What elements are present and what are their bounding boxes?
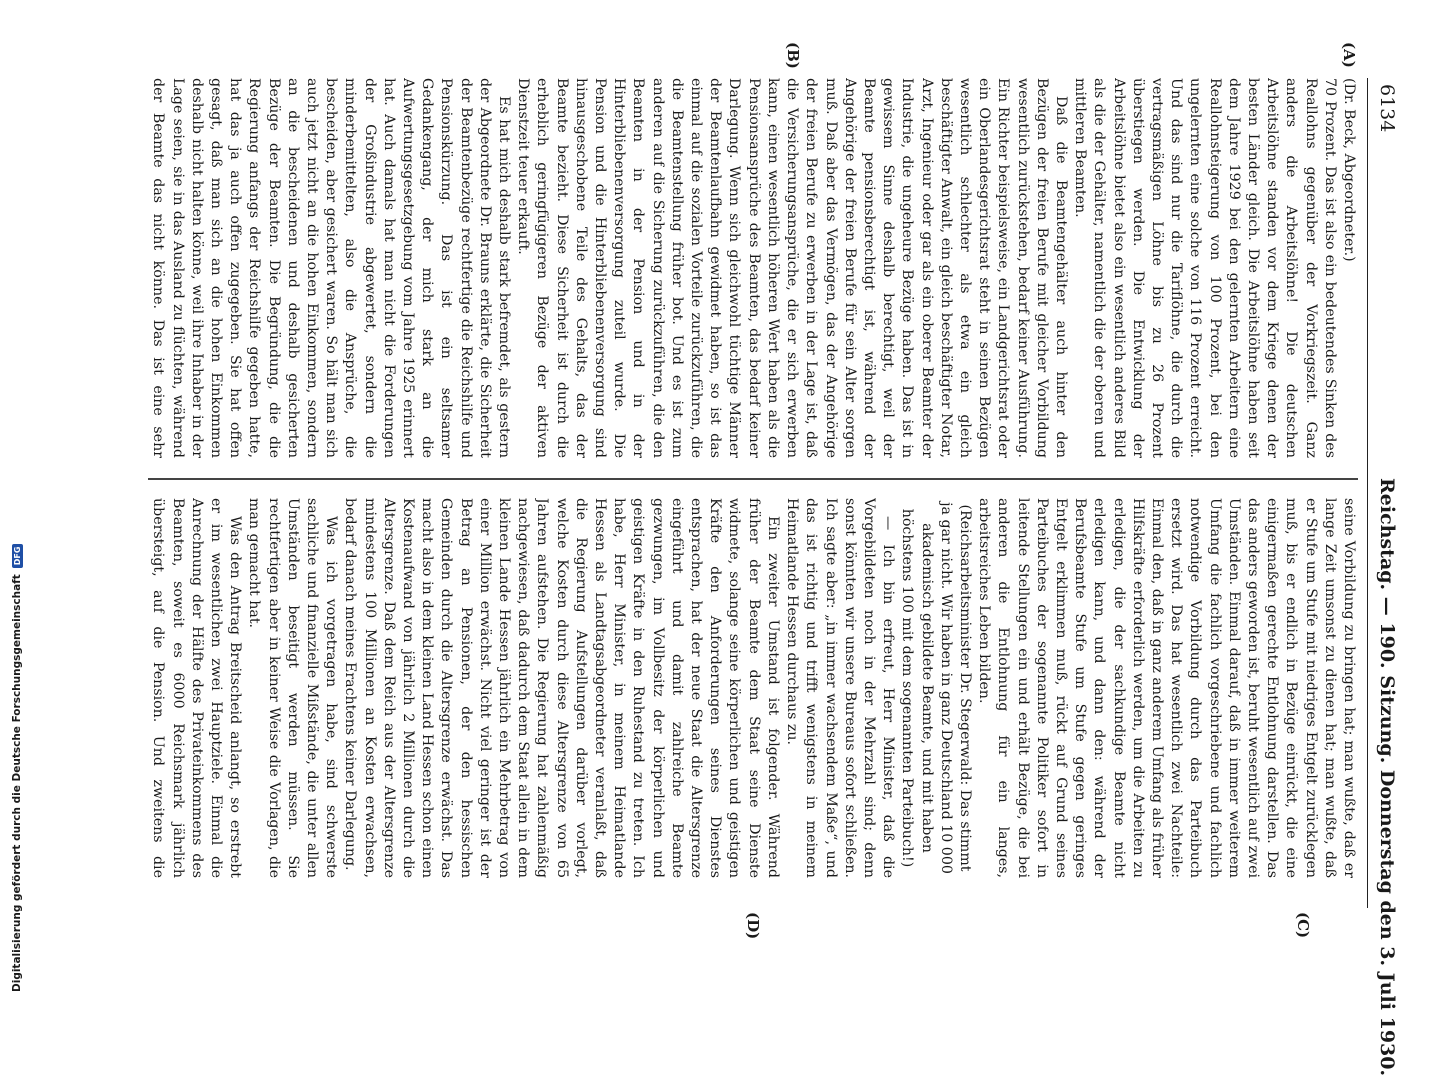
right-paragraph-6: Was den Antrag Breitscheid anlangt, so erstrebt er im wesentlichen zwei Hauptziele. Einmal die Anrechnung der Hälfte des Privateinkommens des Beamten, soweit es 6000 Reichsmark jährlich übersteigt, auf die Pension. Und zweitens die (150, 498, 244, 878)
left-paragraph-3: Es hat mich deshalb stark befremdet, als gestern der Abgeordnete Dr. Brauns erklärte, die Sicherheit der Beamtenbezüge rechtfertige die Reichshilfe und Pensionskürzung. Das ist ein seltsamer Gedankengang, der mich stark an die Aufwertungsgesetzgebung vom Jahre 1925 erinnert hat. Auch damals hat man nicht die Forderungen der Großindustrie abgewertet, sondern die minderbemittelten, also die Ansprüche, die bescheiden, aber gesichert waren. So hält man sich auch jetzt nicht an die hohen Einkommen, sondern an die bescheidenen und deshalb gesicherten Bezüge der Beamten. Die Begründung, die die Regierung anfangs der Reichshilfe gegeben hatte, hat das ja auch offen zugegeben. Sie hat offen gesagt, daß man sich an die hohen Einkommen deshalb nicht halten könne, weil ihre Inhaber in der Lage seien, sie in das Ausland zu flüchten, während der Beamte das nicht könne. Das ist eine sehr (150, 78, 513, 458)
dfg-logo: DFG (12, 544, 23, 569)
margin-marker-d: (D) (744, 912, 762, 940)
left-paragraph-2: Daß die Beamtengehälter auch hinter den Bezügen der freien Berufe mit gleicher Vorbildung wesentlich zurückstehen, bedarf keiner Ausführung. Ein Richter beispielsweise, ein Landgerichtsrat oder ein Oberlandesgerichtsrat steht in seinen Bezügen wesentlich schlechter als etwa ein gleich beschäftigter Anwalt, ein gleich beschäftigter Notar, Arzt, Ingenieur oder gar als ein oberer Beamter der Industrie, die ungeheure Bezüge haben. Das ist in gewissem Sinne deshalb berechtigt, weil der Beamte pensionsberechtigt ist, während der Angehörige der freien Berufe für sein Alter sorgen muß. Daß aber das Vermögen, das der Angehörige der freien Berufe zu erwerben in der Lage ist, daß die Versicherungsansprüche, die er sich erwerben kann, einen wesentlich höheren Wert haben als die Pensionsansprüche des Beamten, das bedarf keiner Darlegung. Wenn sich gleichwohl tüchtige Männer der Beamtenlaufbahn gewidmet haben, so ist das einmal auf die sozialen Vorteile zurückzuführen, die die Beamtenstellung früher bot. Und es ist zum anderen auf die Sicherung zurückzuführen, die den Beamten in der Pension und in der Hinterbliebenenversorgung zuteil wurde. Die Pension und die Hinterbliebenenversorgung sind hinausgeschobene Teile des Gehalts, das der Beamte bezieht. Diese Sicherheit ist durch die erheblich geringfügigeren Bezüge der aktiven Dienstzeit teuer erkauft. (515, 78, 1069, 458)
scanned-page (122, 42, 1402, 1076)
credit-text: Digitalisierung gefördert durch die Deutsche Forschungsgemeinschaft (11, 574, 23, 992)
right-paragraph-5: Was ich vorgetragen habe, sind schwerste sachliche und finanzielle Mißstände, die unter allen Umständen beseitigt werden müssen. Sie rechtfertigen aber in keiner Weise die Vorlagen, die man gemacht hat. (246, 498, 340, 878)
left-paragraph-1: 70 Prozent. Das ist also ein bedeutendes Sinken des Reallohns gegenüber der Vorkriegszeit. Ganz anders die Arbeitslöhne! Die deutschen Arbeitslöhne standen vor dem Kriege denen der besten Länder gleich. Die Arbeitslöhne haben seit dem Jahre 1929 bei den gelernten Arbeitern eine Reallohnsteigerung von 100 Prozent, bei den ungelernten eine solche von 116 Prozent erreicht. Und das sind nur die Tariflöhne, die durch die vertragsmäßigen Löhne bis zu 26 Prozent überstiegen werden. Die Entwicklung der Arbeitslöhne bietet also ein wesentlich anderes Bild als die der Gehälter, namentlich die der oberen und mittleren Beamten. (1072, 78, 1338, 458)
margin-marker-c: (C) (1294, 912, 1312, 939)
right-column (148, 498, 1358, 878)
margin-marker-b: (B) (784, 42, 802, 69)
margin-marker-a: (A) (1340, 42, 1358, 68)
page-header (1367, 78, 1402, 1076)
right-paragraph-1: seine Vorbildung zu bringen hat; man wußte, daß er lange Zeit umsonst zu dienen hat; man wußte, daß er Stufe um Stufe mit niedriges Entgelt zurücklegen muß, bis er endlich in Bezüge einrückt, die eine einigermaßen gerechte Entlohnung darstellen. Das das anders geworden ist, beruht wesentlich auf zwei Umständen. Einmal darauf, daß in immer weiterem Umfang die fachlich vorgeschriebene und fachlich notwendige Vorbildung durch das Parteibuch ersetzt wird. Das hat wesentlich zwei Nachteile: Einmal den, daß in ganz anderem Umfang als früher Hilfskräfte erforderlich werden, um die Arbeiten zu erledigen, die der sachkundige Beamte nicht erledigen kann, und dann den: während der Berufsbeamte Stufe um Stufe gegen geringes Entgelt erklimmen muß, rückt auf Grund seines Parteibuches der sogenannte Politiker sofort in leitende Stellungen ein und erhält Bezüge, die bei anderen die Entlohnung für ein langes, arbeitsreiches Leben bilden. (976, 498, 1357, 878)
page-title: Reichstag. — 190. Sitzung. Donnerstag den 3. Juli 1930. (1376, 478, 1398, 1076)
digitization-credit (0, 0, 22, 1000)
right-paragraph-3: — Ich bin erfreut, Herr Minister, daß die Vorgebildeten noch in der Mehrzahl sind; denn sonst könnten wir unsere Bureaus sofort schließen. Ich sagte aber: „in immer wachsendem Maße“, und das ist richtig und trifft wenigstens in meinem Heimatlande Hessen durchaus zu. (784, 498, 897, 878)
interjection: (Reichsarbeitsminister Dr. Stegerwald: Das stimmt ja gar nicht. Wir haben in ganz Deutschland 10 000 akademisch gebildete Beamte, und mit haben höchstens 100 mit dem sogenannten Parteibuch!) (899, 502, 973, 874)
page-number: 6134 (1376, 84, 1398, 133)
left-column (148, 78, 1358, 458)
column-divider (148, 478, 1358, 480)
speaker-line: (Dr. Beck, Abgeordneter.) (1341, 78, 1357, 262)
right-paragraph-4: Ein zweiter Umstand ist folgender. Während früher der Beamte dem Staat seine Dienste widmete, solange seine körperlichen und geistigen Kräfte den Anforderungen seines Dienstes entsprachen, hat der neue Staat die Altersgrenze eingeführt und damit zahlreiche Beamte gezwungen, im Vollbesitz der körperlichen und geistigen Kräfte in den Ruhestand zu treten. Ich habe, Herr Minister, in meinem Heimatlande Hessen als Landtagsabgeordneter veranlaßt, daß die Regierung Aufstellungen darüber vorlegt, welche Kosten durch diese Altersgrenze von 65 Jahren aufstehen. Die Regierung hat zahlenmäßig nachgewiesen, daß dadurch dem Staat allein in dem kleinen Lande Hessen jährlich ein Mehrbetrag von einer Million erwächst. Nicht viel geringer ist der Betrag an Pensionen, der den hessischen Gemeinden durch die Altersgrenze erwächst. Das macht also in dem kleinen Land Hessen schon einen Kostenaufwand von jährlich 2 Millionen durch die Altersgrenze. Daß dem Reich aus der Altersgrenze mindestens 100 Millionen an Kosten erwachsen, bedarf danach meines Erachtens keiner Darlegung. (342, 498, 781, 878)
